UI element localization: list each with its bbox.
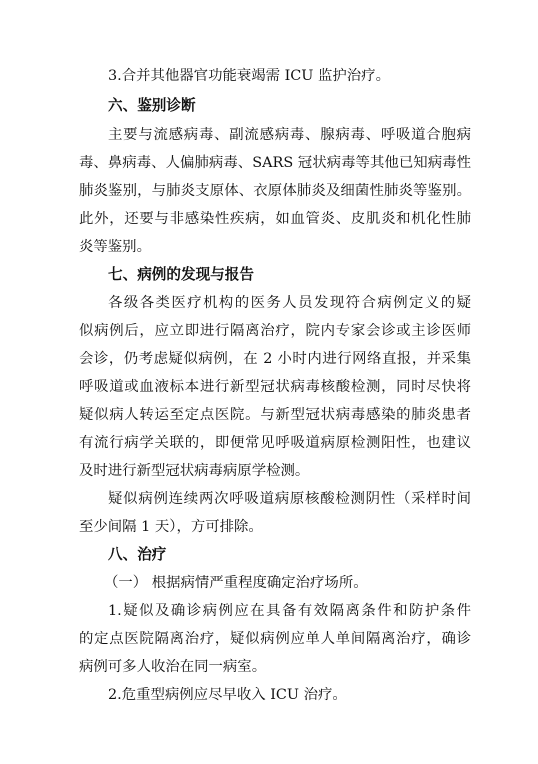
text-line: 肺炎鉴别，与肺炎支原体、衣原体肺炎及细菌性肺炎等鉴别。 [79, 183, 471, 199]
text-line: 会诊，仍考虑疑似病例，在 2 小时内进行网络直报，并采集 [79, 351, 471, 367]
text-line: 及时进行新型冠状病毒病原学检测。 [79, 463, 310, 479]
text-line: 病例可多人收治在同一病室。 [79, 659, 267, 675]
text-line: 疑似病例连续两次呼吸道病原核酸检测阴性（采样时间 [108, 491, 471, 507]
text-line: 有流行病学关联的，即便常见呼吸道病原检测阳性，也建议 [79, 435, 471, 451]
text-line: 的定点医院隔离治疗，疑似病例应单人单间隔离治疗，确诊 [79, 631, 471, 647]
text-line: 至少间隔 1 天），方可排除。 [79, 519, 263, 535]
text-line: 呼吸道或血液标本进行新型冠状病毒核酸检测，同时尽快将 [79, 379, 471, 395]
text-line: 疑似病人转运至定点医院。与新型冠状病毒感染的肺炎患者 [79, 407, 471, 423]
section-heading: 六、鉴别诊断 [108, 97, 196, 114]
text-line: 此外，还要与非感染性疾病，如血管炎、皮肌炎和机化性肺 [79, 211, 471, 227]
section-heading: 八、治疗 [108, 546, 167, 563]
subsection-heading: （一） 根据病情严重程度确定治疗场所。 [104, 575, 368, 591]
text-line: 3.合并其他器官功能衰竭需 ICU 监护治疗。 [108, 68, 390, 84]
text-line: 1.疑似及确诊病例应在具备有效隔离条件和防护条件 [108, 603, 471, 619]
text-line: 炎等鉴别。 [79, 239, 151, 255]
text-line: 主要与流感病毒、副流感病毒、腺病毒、呼吸道合胞病 [108, 127, 471, 143]
section-heading: 七、病例的发现与报告 [108, 266, 254, 283]
text-line: 2.危重型病例应尽早收入 ICU 治疗。 [108, 687, 347, 703]
text-line: 各级各类医疗机构的医务人员发现符合病例定义的疑 [108, 295, 471, 311]
text-line: 毒、鼻病毒、人偏肺病毒、SARS 冠状病毒等其他已知病毒性 [79, 155, 471, 171]
text-line: 似病例后，应立即进行隔离治疗，院内专家会诊或主诊医师 [79, 323, 471, 339]
